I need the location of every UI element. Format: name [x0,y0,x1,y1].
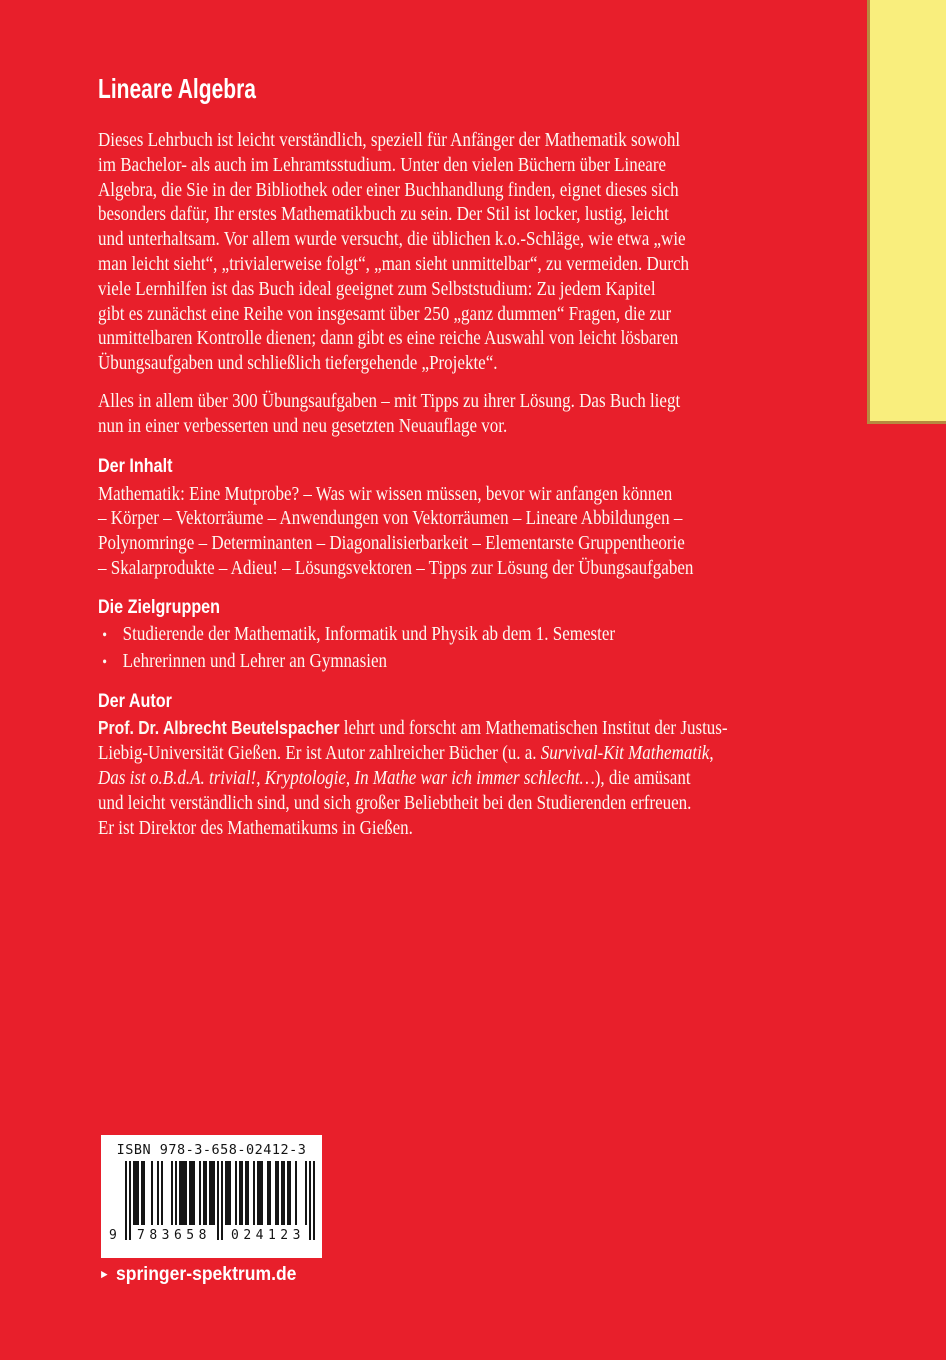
author-paragraph [98,716,728,840]
barcode-bars [109,1161,317,1243]
description-paragraph: Dieses Lehrbuch ist leicht verständlich, speziell für Anfänger der Mathematik sowohl im Bachelor- als auch im Lehramtsstudium. Unter den vielen Büchern über Lineare Algebra, die Sie in der Bibliothek oder einer Buchhandlung finden, eignet dieses sich besonders dafür, Ihr erstes Mathematikbuch zu sein. Der Stil ist locker, lustig, leicht und unterhaltsam. Vor allem wurde versucht, die üblichen k.o.-Schläge, wie etwa „wie man leicht sieht“, „trivialerweise folgt“, „man sieht unmittelbar“, zu vermeiden. Durch viele Lernhilfen ist das Buch ideal geeignet zum Selbststudium: Zu jedem Kapitel gibt es zunächst eine Reihe von insgesamt über 250 „ganz dummen“ Fragen, die zur unmittelbaren Kontrolle dienen; dann gibt es eine reiche Auswahl von leicht lösbaren Übungsaufgaben und schließlich tiefergehende „Projekte“. [98,129,690,375]
list-item-text: Lehrerinnen und Lehrer an Gymnasien [122,649,388,672]
target-groups-list [98,622,693,676]
list-item [98,649,693,676]
author-line [98,741,714,766]
author-line [98,766,693,791]
author-line [98,716,728,741]
bullet-icon: • [102,653,108,671]
author-text: Liebig-Universität Gießen. Er ist Autor zahlreicher Bücher (u. a. [98,742,541,765]
isbn-barcode-panel [101,1135,322,1258]
isbn-number: ISBN 978-3-658-02412-3 [116,1142,307,1158]
author-line: Er ist Direktor des Mathematikums in Gießen. [98,816,413,839]
yellow-stripe [867,0,946,424]
author-text: ), die amüsant [594,766,691,789]
arrow-icon: ► [99,1267,110,1281]
author-line: und leicht verständlich sind, und sich großer Beliebtheit bei den Studierenden erfreuen. [98,791,692,814]
publisher-url-line [99,1263,296,1286]
barcode-digit-lead: 9 [109,1228,117,1243]
barcode-digits-right: 024123 [231,1228,305,1243]
section-heading-zielgruppen: Die Zielgruppen [98,596,221,618]
barcode-digits-left: 783658 [137,1228,211,1243]
book-reference: Survival-Kit Mathematik [540,742,710,765]
book-reference: Das ist o.B.d.A. trivial!, Kryptologie, In Mathe war ich immer schlecht… [98,766,595,789]
bullet-icon: • [102,626,108,644]
author-name: Prof. Dr. Albrecht Beutelspacher [98,717,340,739]
list-item-text: Studierende der Mathematik, Informatik und Physik ab dem 1. Semester [122,622,616,645]
author-text: lehrt und forscht am Mathematischen Institut der Justus- [339,717,728,740]
section-heading-inhalt: Der Inhalt [98,455,173,477]
author-text: , [709,742,714,765]
cover-text-column [98,0,798,840]
publisher-url: springer-spektrum.de [116,1263,297,1285]
list-item [98,622,693,649]
book-title: Lineare Algebra [98,73,256,104]
inhalt-text: Mathematik: Eine Mutprobe? – Was wir wissen müssen, bevor wir anfangen können – Körper – Vektorräume – Anwendungen von Vektorräumen – Lineare Abbildungen – Polynomringe – Determinanten – Diagonalisierbarkeit – Elementarste Gruppentheorie – Skalarprodukte – Adieu! – Lösungsvektoren – Tipps zur Lösung der Übungsaufgaben [98,482,694,579]
section-heading-autor: Der Autor [98,691,172,713]
description-paragraph-2: Alles in allem über 300 Übungsaufgaben – mit Tipps zu ihrer Lösung. Das Buch liegt nun in einer verbesserten und neu gesetzten Neuauflage vor. [98,389,681,437]
